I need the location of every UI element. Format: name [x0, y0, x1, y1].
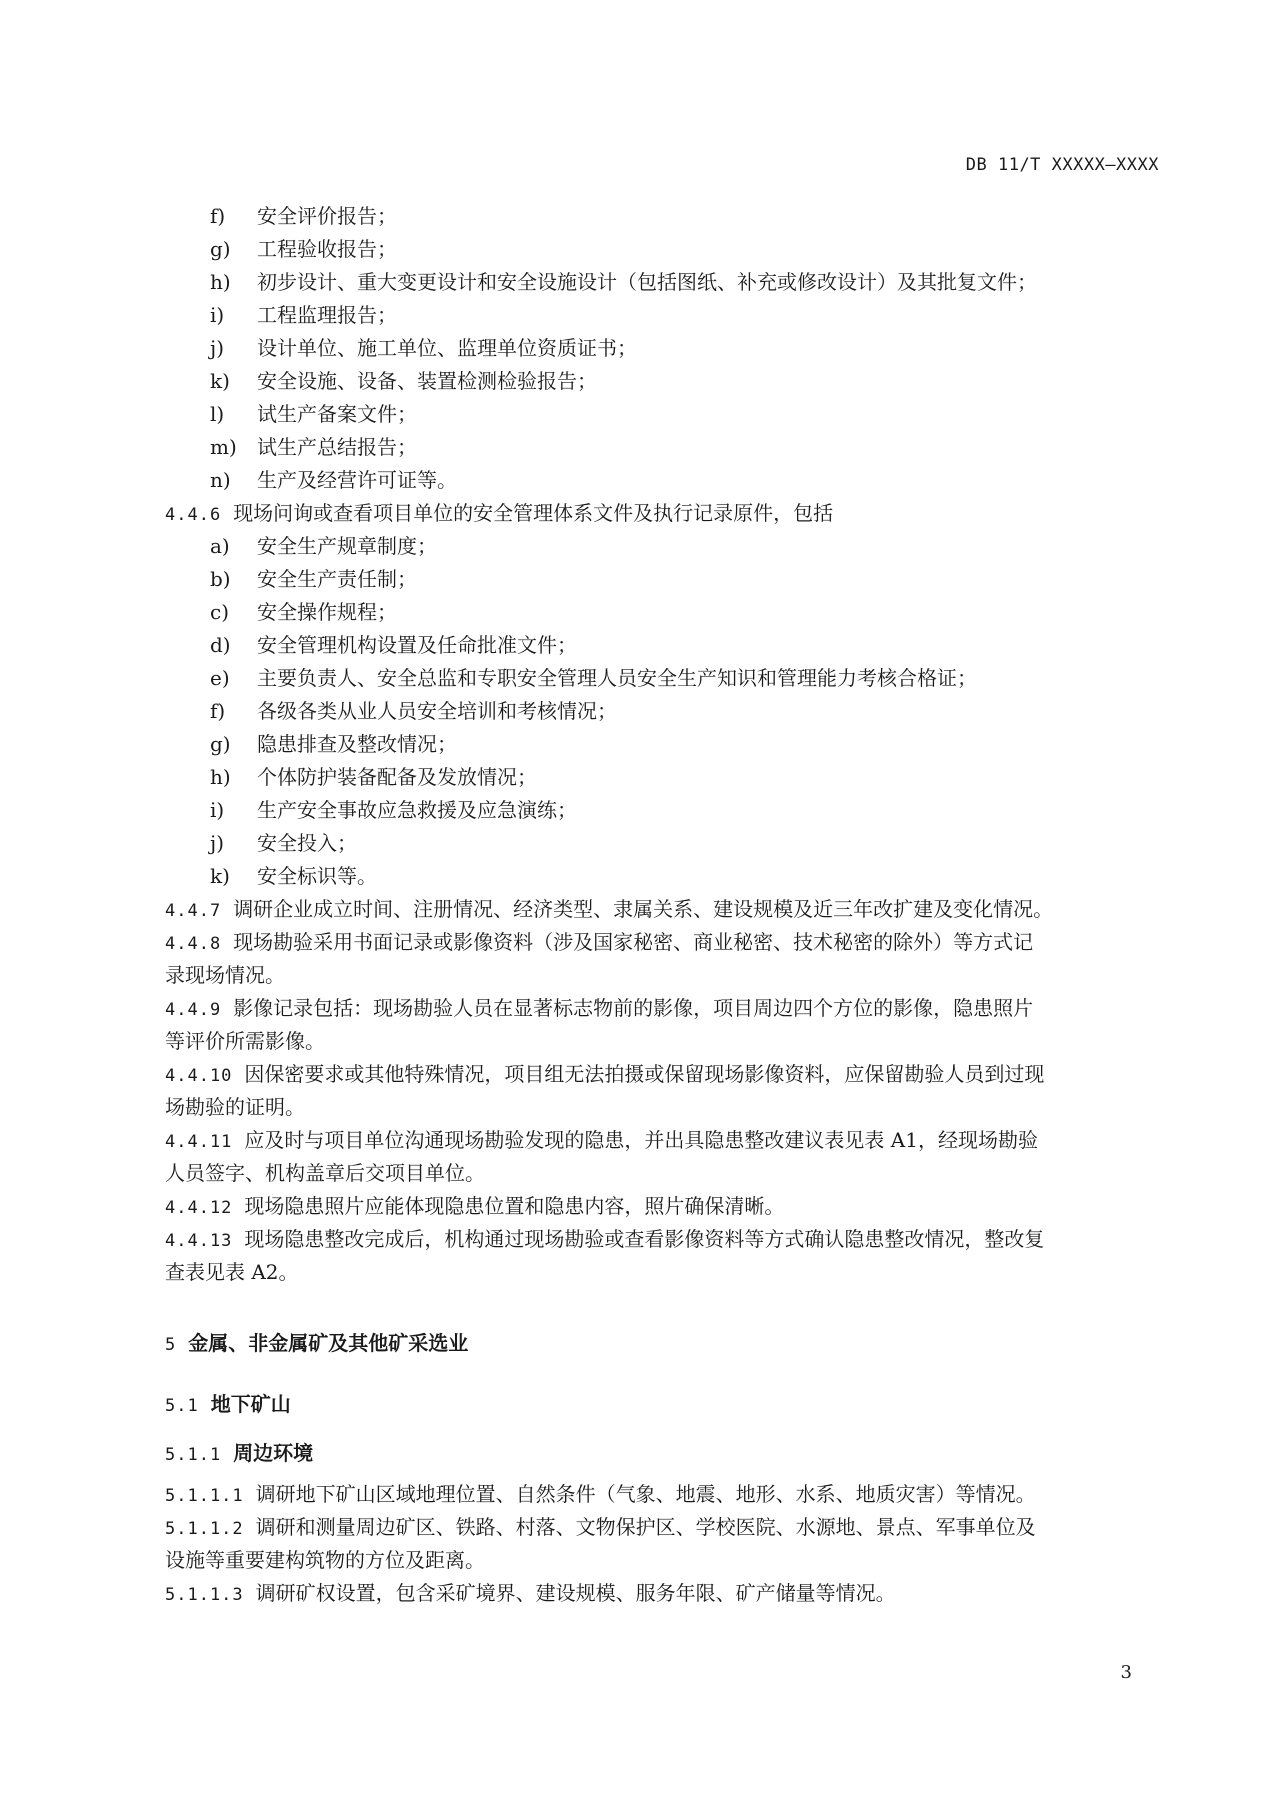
- clause-text: 现场问询或查看项目单位的安全管理体系文件及执行记录原件，包括: [233, 501, 834, 525]
- section-5-1-1-heading: [165, 1437, 1160, 1470]
- list-item: [165, 629, 1160, 662]
- list-item-label: a): [210, 534, 230, 558]
- list-item-label: k): [210, 369, 230, 393]
- list-item-label: j): [210, 831, 225, 855]
- list-item-label: g): [210, 732, 231, 756]
- clauses-5-1-1: [165, 1478, 1160, 1610]
- list-item-text: 安全评价报告；: [257, 204, 397, 228]
- clause-text: 应及时与项目单位沟通现场勘验发现的隐患，并出具隐患整改建议表见表 A1，经现场勘验: [244, 1128, 1038, 1152]
- clause-text: 调研矿权设置，包含采矿境界、建设规模、服务年限、矿产储量等情况。: [255, 1581, 896, 1605]
- list-item-text: 试生产总结报告；: [257, 435, 417, 459]
- list-item-text: 安全操作规程；: [257, 600, 397, 624]
- list-item: [165, 365, 1160, 398]
- clause-continuation: [165, 1091, 1160, 1124]
- clause: [165, 992, 1160, 1025]
- list-item-text: 生产及经营许可证等。: [257, 468, 457, 492]
- clause: [165, 1223, 1160, 1256]
- section-number: 5.1: [165, 1396, 199, 1416]
- clauses-4-4: [165, 893, 1160, 1289]
- clause-text: 设施等重要建构筑物的方位及距离。: [165, 1548, 485, 1572]
- list-item-text: 设计单位、施工单位、监理单位资质证书；: [257, 336, 637, 360]
- page-number: 3: [1120, 1662, 1132, 1683]
- list-item: [165, 794, 1160, 827]
- clause-number: 5.1.1.1: [165, 1486, 244, 1506]
- list-item-text: 安全生产规章制度；: [257, 534, 437, 558]
- section-5-heading: [165, 1327, 1160, 1360]
- list-item-text: 隐患排查及整改情况；: [257, 732, 457, 756]
- clause-4-4-6: [165, 497, 1160, 530]
- clause: [165, 1190, 1160, 1223]
- list-item: [165, 596, 1160, 629]
- clause-text: 现场隐患整改完成后，机构通过现场勘验或查看影像资料等方式确认隐患整改情况，整改复: [244, 1227, 1045, 1251]
- list-item: [165, 299, 1160, 332]
- list-item: [165, 332, 1160, 365]
- clause-text: 调研企业成立时间、注册情况、经济类型、隶属关系、建设规模及近三年改扩建及变化情况。: [233, 897, 1054, 921]
- clause: [165, 1511, 1160, 1544]
- list-item-label: h): [210, 765, 231, 789]
- list-item-label: m): [210, 435, 237, 459]
- clause-number: 5.1.1.2: [165, 1519, 244, 1539]
- list-item-label: i): [210, 798, 225, 822]
- clause-continuation: [165, 1544, 1160, 1577]
- list-item-text: 安全设施、设备、装置检测检验报告；: [257, 369, 597, 393]
- clause-text: 影像记录包括：现场勘验人员在显著标志物前的影像，项目周边四个方位的影像，隐患照片: [233, 996, 1034, 1020]
- section-number: 5: [165, 1335, 177, 1355]
- list-safety-management-files: [165, 530, 1160, 893]
- list-item-text: 工程验收报告；: [257, 237, 397, 261]
- clause-text: 调研地下矿山区域地理位置、自然条件（气象、地震、地形、水系、地质灾害）等情况。: [255, 1482, 1036, 1506]
- section-title: 金属、非金属矿及其他矿采选业: [188, 1331, 469, 1355]
- clause-text: 录现场情况。: [165, 963, 285, 987]
- list-item-label: j): [210, 336, 225, 360]
- clause-continuation: [165, 1025, 1160, 1058]
- list-item: [165, 266, 1160, 299]
- clause-number: 4.4.9: [165, 1000, 222, 1020]
- list-item-text: 安全标识等。: [257, 864, 377, 888]
- clause: [165, 1478, 1160, 1511]
- clause-number: 4.4.8: [165, 934, 222, 954]
- clause-continuation: [165, 959, 1160, 992]
- clause-number: 4.4.7: [165, 901, 222, 921]
- clause-number: 4.4.6: [165, 505, 222, 525]
- list-item-text: 个体防护装备配备及发放情况；: [257, 765, 537, 789]
- document-body: [165, 200, 1160, 1610]
- list-item: [165, 563, 1160, 596]
- list-item: [165, 860, 1160, 893]
- list-item: [165, 398, 1160, 431]
- list-item-text: 安全生产责任制；: [257, 567, 417, 591]
- list-item-text: 生产安全事故应急救援及应急演练；: [257, 798, 577, 822]
- list-item-text: 主要负责人、安全总监和专职安全管理人员安全生产知识和管理能力考核合格证；: [257, 666, 977, 690]
- list-item-text: 安全投入；: [257, 831, 357, 855]
- clause-text: 调研和测量周边矿区、铁路、村落、文物保护区、学校医院、水源地、景点、军事单位及: [255, 1515, 1036, 1539]
- section-number: 5.1.1: [165, 1445, 222, 1465]
- list-item-label: l): [210, 402, 225, 426]
- clause-text: 人员签字、机构盖章后交项目单位。: [165, 1161, 485, 1185]
- list-item: [165, 530, 1160, 563]
- list-item: [165, 827, 1160, 860]
- clause-text: 现场勘验采用书面记录或影像资料（涉及国家秘密、商业秘密、技术秘密的除外）等方式记: [233, 930, 1034, 954]
- list-item-text: 各级各类从业人员安全培训和考核情况；: [257, 699, 617, 723]
- list-item-label: g): [210, 237, 231, 261]
- list-item-label: d): [210, 633, 231, 657]
- clause-number: 4.4.11: [165, 1132, 233, 1152]
- list-item: [165, 464, 1160, 497]
- clause: [165, 1577, 1160, 1610]
- clause-text: 因保密要求或其他特殊情况，项目组无法拍摄或保留现场影像资料，应保留勘验人员到过现: [244, 1062, 1045, 1086]
- document-code: DB 11/T XXXXX—XXXX: [965, 155, 1159, 175]
- list-item: [165, 662, 1160, 695]
- section-title: 周边环境: [233, 1441, 314, 1465]
- clause-text: 现场隐患照片应能体现隐患位置和隐患内容，照片确保清晰。: [244, 1194, 785, 1218]
- clause-continuation: [165, 1256, 1160, 1289]
- list-item-label: c): [210, 600, 230, 624]
- clause: [165, 1124, 1160, 1157]
- list-item-text: 试生产备案文件；: [257, 402, 417, 426]
- clause-continuation: [165, 1157, 1160, 1190]
- list-item-label: i): [210, 303, 225, 327]
- list-item-label: b): [210, 567, 231, 591]
- list-item: [165, 761, 1160, 794]
- clause: [165, 1058, 1160, 1091]
- clause: [165, 926, 1160, 959]
- list-item-label: k): [210, 864, 230, 888]
- list-item-label: n): [210, 468, 231, 492]
- list-item: [165, 728, 1160, 761]
- list-item: [165, 233, 1160, 266]
- clause-number: 4.4.12: [165, 1198, 233, 1218]
- list-required-documents: [165, 200, 1160, 497]
- list-item-text: 初步设计、重大变更设计和安全设施设计（包括图纸、补充或修改设计）及其批复文件；: [257, 270, 1037, 294]
- clause-text: 等评价所需影像。: [165, 1029, 325, 1053]
- list-item: [165, 431, 1160, 464]
- clause-text: 查表见表 A2。: [165, 1260, 299, 1284]
- section-title: 地下矿山: [210, 1392, 291, 1416]
- list-item-label: f): [210, 699, 226, 723]
- list-item-text: 工程监理报告；: [257, 303, 397, 327]
- clause-number: 5.1.1.3: [165, 1585, 244, 1605]
- list-item: [165, 200, 1160, 233]
- clause-text: 场勘验的证明。: [165, 1095, 305, 1119]
- list-item-label: f): [210, 204, 226, 228]
- clause-number: 4.4.13: [165, 1231, 233, 1251]
- list-item: [165, 695, 1160, 728]
- clause: [165, 893, 1160, 926]
- list-item-label: h): [210, 270, 231, 294]
- list-item-label: e): [210, 666, 230, 690]
- clause-number: 4.4.10: [165, 1066, 233, 1086]
- section-5-1-heading: [165, 1388, 1160, 1421]
- list-item-text: 安全管理机构设置及任命批准文件；: [257, 633, 577, 657]
